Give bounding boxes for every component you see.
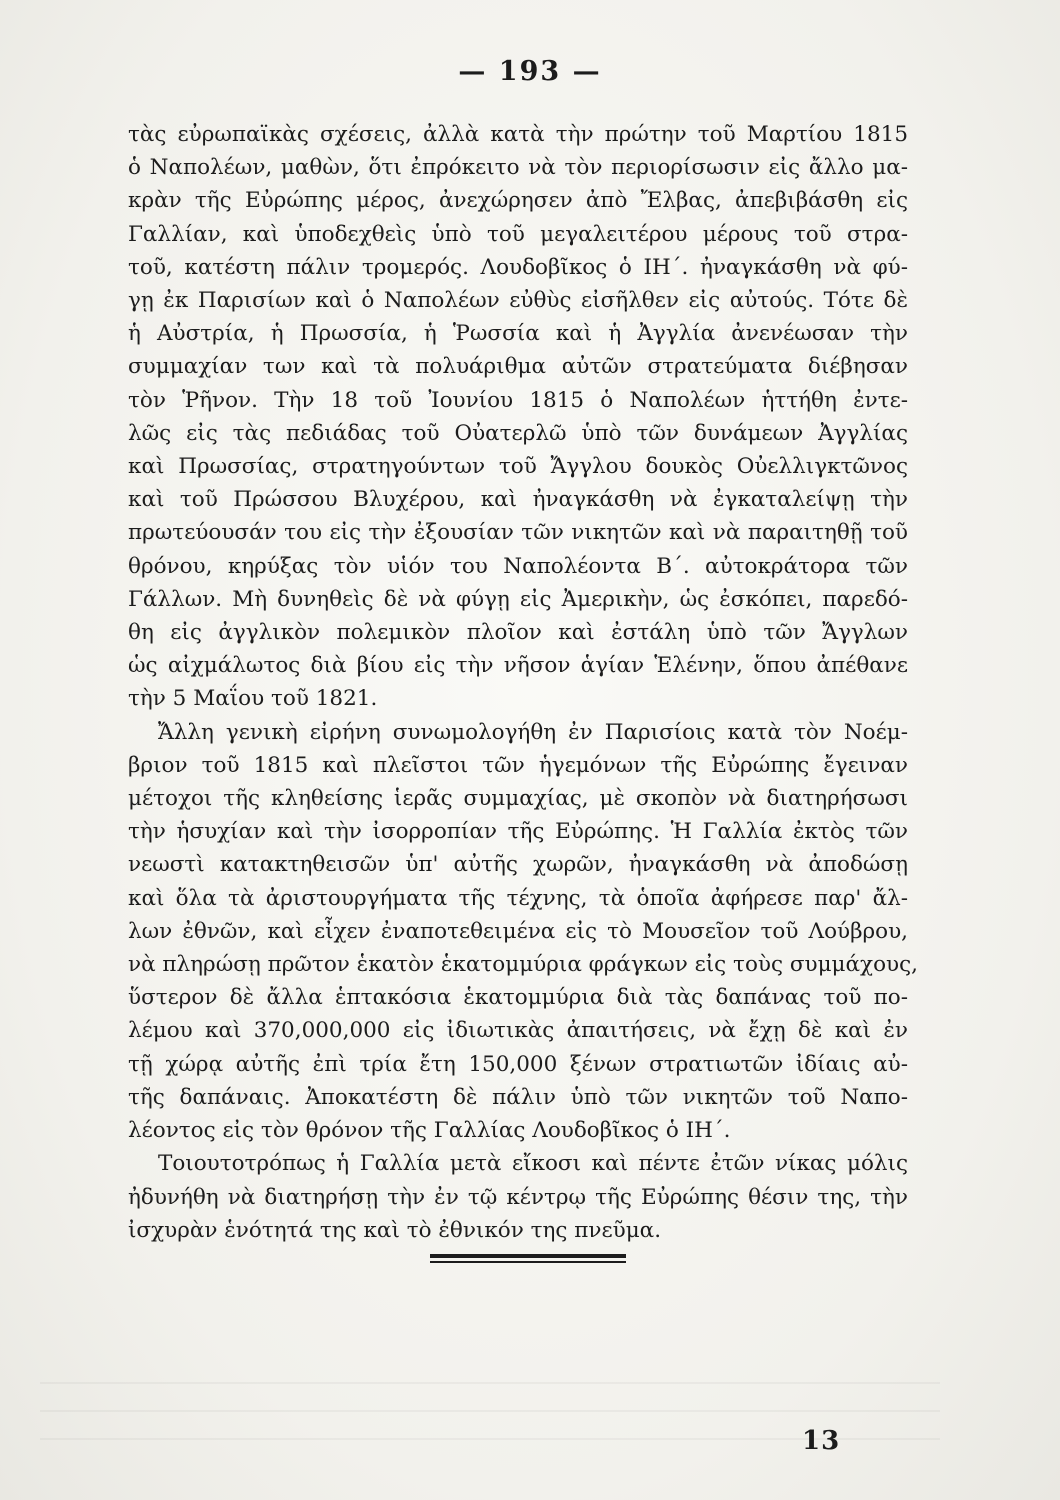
text-line: λέοντος εἰς τὸν θρόνον τῆς Γαλλίας Λουδοβῖκος ὁ ΙΗ΄. bbox=[128, 1118, 731, 1144]
text-line: τὸν Ῥῆνον. Τὴν 18 τοῦ Ἰουνίου 1815 ὁ Ναπολέων ἡττήθη ἐντε- bbox=[128, 387, 908, 413]
text-line: κρὰν τῆς Εὐρώπης μέρος, ἀνεχώρησεν ἀπὸ Ἔλβας, ἀπεβιβάσθη εἰς bbox=[128, 188, 908, 214]
text-line: καὶ ὅλα τὰ ἀριστουργήματα τῆς τέχνης, τὰ ὁποῖα ἀφήρεσε παρ' ἄλ- bbox=[128, 885, 908, 911]
text-line: καὶ Πρωσσίας, στρατηγούντων τοῦ Ἄγγλου δουκὸς Οὐελλιγκτῶνος bbox=[128, 454, 908, 480]
page-number: — 193 — bbox=[458, 56, 602, 87]
text-line: καὶ τοῦ Πρώσσου Βλυχέρου, καὶ ἠναγκάσθη νὰ ἐγκαταλείψῃ τὴν bbox=[128, 487, 908, 513]
text-line: λων ἐθνῶν, καὶ εἶχεν ἐναποτεθειμένα εἰς τὸ Μουσεῖον τοῦ Λούβρου, bbox=[128, 918, 908, 944]
signature-mark: 13 bbox=[802, 1426, 841, 1456]
text-line: πρωτεύουσάν του εἰς τὴν ἐξουσίαν τῶν νικητῶν καὶ νὰ παραιτηθῇ τοῦ bbox=[128, 520, 908, 546]
text-line: ὡς αἰχμάλωτος διὰ βίου εἰς τὴν νῆσον ἁγίαν Ἑλένην, ὅπου ἀπέθανε bbox=[128, 653, 908, 679]
text-line: μέτοχοι τῆς κληθείσης ἱερᾶς συμμαχίας, μὲ σκοπὸν νὰ διατηρήσωσι bbox=[128, 786, 908, 812]
text-line: Γάλλων. Μὴ δυνηθεὶς δὲ νὰ φύγῃ εἰς Ἀμερικὴν, ὡς ἐσκόπει, παρεδό- bbox=[128, 586, 908, 612]
section-divider bbox=[430, 1254, 626, 1266]
text-line: τὴν ἡσυχίαν καὶ τὴν ἰσορροπίαν τῆς Εὐρώπης. Ἡ Γαλλία ἐκτὸς τῶν bbox=[128, 819, 908, 845]
text-line: θρόνου, κηρύξας τὸν υἱόν του Ναπολέοντα Β΄. αὐτοκράτορα τῶν bbox=[128, 553, 908, 579]
body-text bbox=[128, 118, 918, 1247]
text-line: γῃ ἐκ Παρισίων καὶ ὁ Ναπολέων εὐθὺς εἰσῆλθεν εἰς αὐτούς. Τότε δὲ bbox=[128, 288, 908, 314]
divider-rule bbox=[430, 1254, 626, 1258]
text-line: τῆς δαπάναις. Ἀποκατέστη δὲ πάλιν ὑπὸ τῶν νικητῶν τοῦ Ναπο- bbox=[128, 1084, 908, 1110]
text-line: ἡ Αὐστρία, ἡ Πρωσσία, ἡ Ῥωσσία καὶ ἡ Ἀγγλία ἀνενέωσαν τὴν bbox=[128, 321, 908, 347]
text-line: ὁ Ναπολέων, μαθὼν, ὅτι ἐπρόκειτο νὰ τὸν περιορίσωσιν εἰς ἄλλο μα- bbox=[128, 155, 908, 181]
text-line: τὴν 5 Μαΐου τοῦ 1821. bbox=[128, 686, 378, 712]
text-line: λῶς εἰς τὰς πεδιάδας τοῦ Οὐατερλῶ ὑπὸ τῶν δυνάμεων Ἀγγλίας bbox=[128, 420, 908, 446]
text-line: νεωστὶ κατακτηθεισῶν ὑπ' αὐτῆς χωρῶν, ἠναγκάσθη νὰ ἀποδώσῃ bbox=[128, 852, 908, 878]
text-line: νὰ πληρώσῃ πρῶτον ἑκατὸν ἑκατομμύρια φράγκων εἰς τοὺς συμμάχους, bbox=[128, 952, 918, 978]
paragraph-start: Ἄλλη γενικὴ εἰρήνη συνωμολογήθη ἐν Παρισίοις κατὰ τὸν Νοέμ- bbox=[158, 719, 908, 745]
text-line: θη εἰς ἀγγλικὸν πολεμικὸν πλοῖον καὶ ἐστάλη ὑπὸ τῶν Ἄγγλων bbox=[128, 620, 908, 646]
text-line: τῇ χώρᾳ αὐτῆς ἐπὶ τρία ἔτη 150,000 ξένων στρατιωτῶν ἰδίαις αὐ- bbox=[128, 1051, 908, 1077]
text-line: λέμου καὶ 370,000,000 εἰς ἰδιωτικὰς ἀπαιτήσεις, νὰ ἔχῃ δὲ καὶ ἐν bbox=[128, 1018, 908, 1044]
text-line: τὰς εὐρωπαϊκὰς σχέσεις, ἀλλὰ κατὰ τὴν πρώτην τοῦ Μαρτίου 1815 bbox=[128, 122, 908, 147]
text-line: τοῦ, κατέστη πάλιν τρομερός. Λουδοβῖκος ὁ ΙΗ΄. ἠναγκάσθη νὰ φύ- bbox=[128, 254, 908, 280]
text-line: ὕστερον δὲ ἄλλα ἑπτακόσια ἑκατομμύρια διὰ τὰς δαπάνας τοῦ πο- bbox=[128, 985, 908, 1011]
text-line: βριον τοῦ 1815 καὶ πλεῖστοι τῶν ἡγεμόνων τῆς Εὐρώπης ἔγειναν bbox=[128, 752, 908, 778]
text-line: Γαλλίαν, καὶ ὑποδεχθεὶς ὑπὸ τοῦ μεγαλειτέρου μέρους τοῦ στρα- bbox=[128, 221, 908, 247]
text-line: συμμαχίαν των καὶ τὰ πολυάριθμα αὐτῶν στρατεύματα διέβησαν bbox=[128, 354, 908, 380]
paragraph-start: Τοιουτοτρόπως ἡ Γαλλία μετὰ εἴκοσι καὶ πέντε ἐτῶν νίκας μόλις bbox=[158, 1151, 908, 1177]
text-line: ἰσχυρὰν ἑνότητά της καὶ τὸ ἐθνικόν της πνεῦμα. bbox=[128, 1217, 662, 1243]
divider-rule bbox=[430, 1261, 626, 1263]
text-line: ἠδυνήθη νὰ διατηρήσῃ τὴν ἐν τῷ κέντρῳ τῆς Εὐρώπης θέσιν της, τὴν bbox=[128, 1184, 908, 1210]
